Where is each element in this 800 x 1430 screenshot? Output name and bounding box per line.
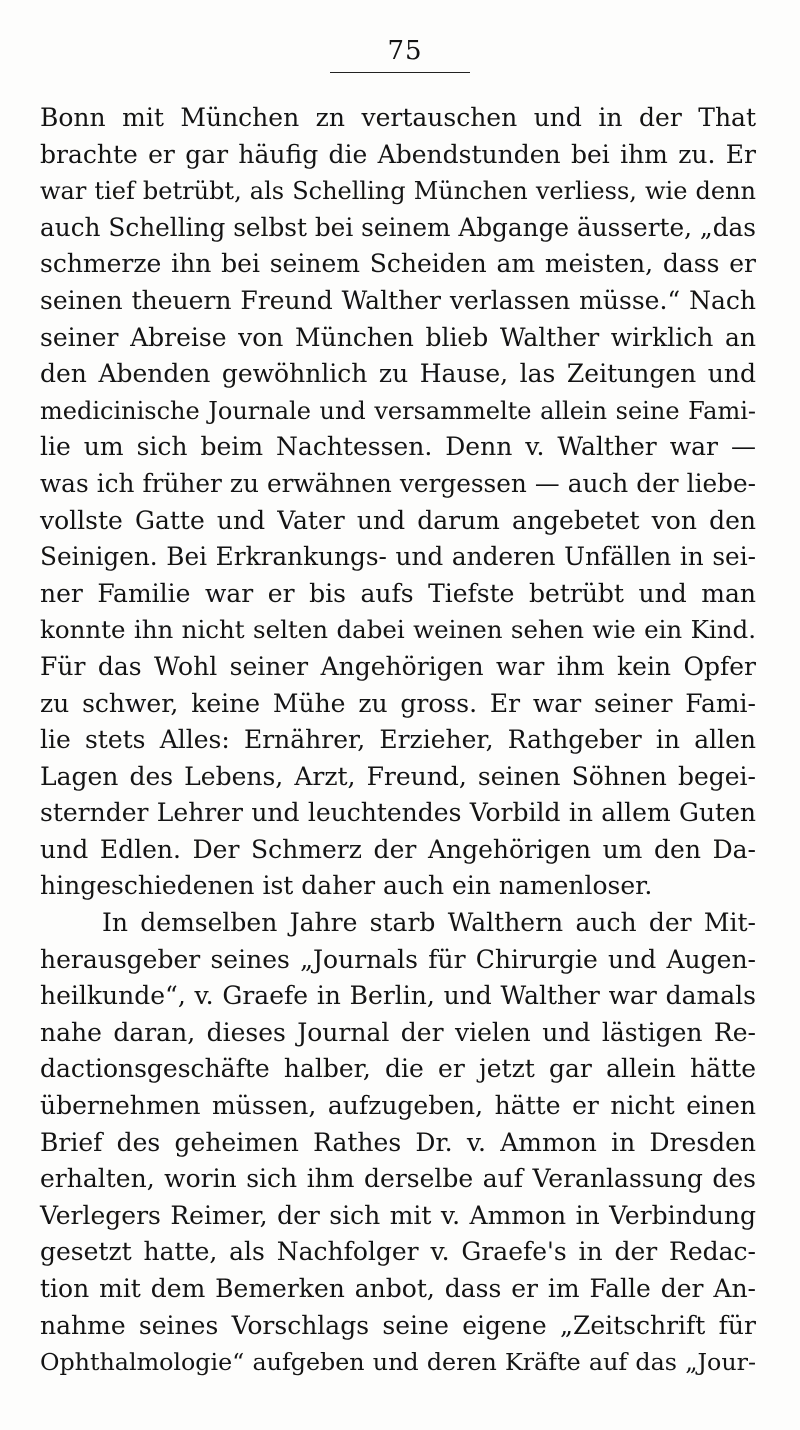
text-line: seiner Abreise von München blieb Walther wirklich an bbox=[40, 322, 756, 352]
text-line: zu schwer, keine Mühe zu gross. Er war seiner Fami- bbox=[40, 688, 756, 718]
text-line: gesetzt hatte, als Nachfolger v. Graefe's in der Redac- bbox=[40, 1237, 756, 1267]
paragraph-end-line: hingeschiedenen ist daher auch ein namenloser. bbox=[40, 871, 653, 901]
text-line: war tief betrübt, als Schelling München verliess, wie denn bbox=[40, 177, 756, 206]
text-line: konnte ihn nicht selten dabei weinen sehen wie ein Kind. bbox=[40, 615, 756, 645]
text-line: Verlegers Reimer, der sich mit v. Ammon in Verbindung bbox=[40, 1200, 756, 1230]
paragraph-start-line: In demselben Jahre starb Walthern auch der Mit- bbox=[102, 908, 756, 938]
text-line: tion mit dem Bemerken anbot, dass er im Falle der An- bbox=[40, 1274, 756, 1303]
text-line: Lagen des Lebens, Arzt, Freund, seinen Söhnen begei- bbox=[40, 761, 756, 791]
text-line: auch Schelling selbst bei seinem Abgange äusserte, „das bbox=[40, 212, 756, 242]
text-line: Bonn mit München zn vertauschen und in der That bbox=[40, 103, 756, 132]
text-line: nahe daran, dieses Journal der vielen und lästigen Re- bbox=[40, 1017, 756, 1047]
page-number: 75 bbox=[387, 36, 423, 66]
text-line: schmerze ihn bei seinem Scheiden am meisten, dass er bbox=[40, 249, 756, 279]
text-line: den Abenden gewöhnlich zu Hause, las Zeitungen und bbox=[40, 359, 756, 389]
text-line: medicinische Journale und versammelte allein seine Fami- bbox=[40, 396, 756, 425]
text-line: herausgeber seines „Journals für Chirurgie und Augen- bbox=[40, 944, 756, 974]
text-line: brachte er gar häufig die Abendstunden bei ihm zu. Er bbox=[40, 139, 756, 169]
text-line: Ophthalmologie“ aufgeben und deren Kräfte auf das „Jour- bbox=[40, 1348, 756, 1377]
text-line: lie um sich beim Nachtessen. Denn v. Walther war — bbox=[40, 432, 756, 462]
body-text bbox=[40, 100, 756, 1381]
text-line: Für das Wohl seiner Angehörigen war ihm kein Opfer bbox=[40, 651, 756, 681]
text-line: vollste Gatte und Vater und darum angebetet von den bbox=[40, 505, 756, 535]
text-line: und Edlen. Der Schmerz der Angehörigen um den Da- bbox=[40, 834, 756, 864]
header-rule bbox=[330, 72, 470, 73]
text-line: ner Familie war er bis aufs Tiefste betrübt und man bbox=[40, 578, 756, 608]
text-line: heilkunde“, v. Graefe in Berlin, und Walther war damals bbox=[40, 981, 756, 1011]
text-line: nahme seines Vorschlags seine eigene „Zeitschrift für bbox=[40, 1310, 756, 1340]
text-line: lie stets Alles: Ernährer, Erzieher, Rathgeber in allen bbox=[40, 725, 756, 755]
text-line: seinen theuern Freund Walther verlassen müsse.“ Nach bbox=[40, 285, 756, 315]
text-line: Seinigen. Bei Erkrankungs- und anderen Unfällen in sei- bbox=[40, 542, 756, 572]
text-line: Brief des geheimen Rathes Dr. v. Ammon in Dresden bbox=[40, 1127, 756, 1157]
text-line: erhalten, worin sich ihm derselbe auf Veranlassung des bbox=[40, 1164, 756, 1194]
text-line: übernehmen müssen, aufzugeben, hätte er nicht einen bbox=[40, 1091, 756, 1121]
text-line: dactionsgeschäfte halber, die er jetzt gar allein hätte bbox=[40, 1054, 756, 1084]
text-line: was ich früher zu erwähnen vergessen — auch der liebe- bbox=[40, 468, 756, 498]
text-line: sternder Lehrer und leuchtendes Vorbild in allem Guten bbox=[40, 798, 756, 828]
